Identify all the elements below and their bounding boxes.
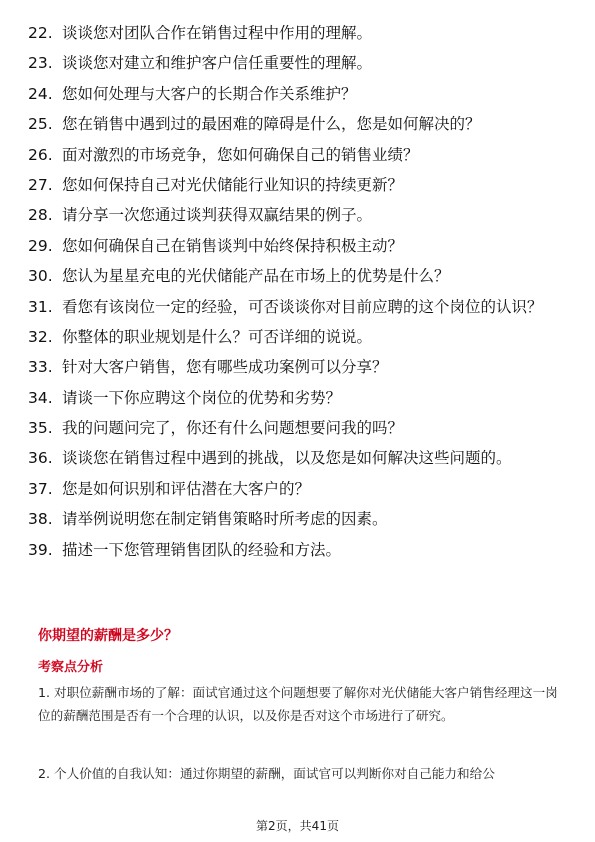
question-number: 32. — [28, 327, 53, 346]
question-text: 描述一下您管理销售团队的经验和方法。 — [62, 540, 342, 559]
question-item — [0, 296, 595, 318]
question-text: 请谈一下你应聘这个岗位的优势和劣势？ — [62, 388, 342, 407]
question-item — [0, 235, 595, 257]
question-number: 24. — [28, 84, 53, 103]
question-number: 28. — [28, 206, 53, 225]
question-item — [0, 417, 595, 439]
question-item — [0, 83, 595, 105]
analysis-paragraph: 1. 对职位薪酬市场的了解：面试官通过这个问题想要了解你对光伏储能大客户销售经理这一岗位的薪酬范围是否有一个合理的认识，以及你是否对这个市场进行了研究。 — [38, 685, 558, 723]
question-text: 看您有该岗位一定的经验，可否谈谈你对目前应聘的这个岗位的认识？ — [62, 297, 543, 316]
question-item — [0, 508, 595, 530]
question-number: 36. — [28, 449, 53, 468]
question-text: 面对激烈的市场竞争，您如何确保自己的销售业绩？ — [62, 145, 419, 164]
question-text: 请举例说明您在制定销售策略时所考虑的因素。 — [62, 510, 388, 529]
analysis-heading: 考察点分析 — [38, 660, 104, 675]
question-item — [0, 478, 595, 500]
question-item — [0, 204, 595, 226]
question-item — [0, 539, 595, 561]
question-text: 谈谈您在销售过程中遇到的挑战，以及您是如何解决这些问题的。 — [62, 449, 512, 468]
question-number: 26. — [28, 145, 53, 164]
question-number: 39. — [28, 540, 53, 559]
page-number: 第2页，共41页 — [256, 819, 339, 833]
question-item — [0, 387, 595, 409]
question-text: 您如何保持自己对光伏储能行业知识的持续更新？ — [62, 175, 404, 194]
question-text: 请分享一次您通过谈判获得双赢结果的例子。 — [62, 206, 373, 225]
question-item — [0, 447, 595, 469]
question-number: 31. — [28, 297, 53, 316]
question-text: 针对大客户销售，您有哪些成功案例可以分享？ — [62, 358, 388, 377]
question-item — [0, 113, 595, 135]
question-number: 29. — [28, 236, 53, 255]
question-item — [0, 265, 595, 287]
question-text: 谈谈您对团队合作在销售过程中作用的理解。 — [62, 24, 373, 42]
question-number: 34. — [28, 388, 53, 407]
question-text: 我的问题问完了，你还有什么问题想要问我的吗？ — [62, 419, 404, 438]
question-number: 27. — [28, 175, 53, 194]
question-text: 您认为星星充电的光伏储能产品在市场上的优势是什么？ — [62, 267, 450, 286]
question-text: 您如何处理与大客户的长期合作关系维护？ — [62, 84, 357, 103]
question-item — [0, 52, 595, 74]
question-item — [0, 22, 595, 44]
question-text: 谈谈您对建立和维护客户信任重要性的理解。 — [62, 54, 373, 73]
question-item — [0, 356, 595, 378]
question-number: 22. — [28, 24, 53, 42]
question-item — [0, 144, 595, 166]
question-text: 您在销售中遇到过的最困难的障碍是什么，您是如何解决的？ — [62, 115, 481, 134]
question-list — [0, 22, 595, 569]
question-number: 30. — [28, 267, 53, 286]
question-item — [0, 174, 595, 196]
question-number: 35. — [28, 419, 53, 438]
question-text: 您如何确保自己在销售谈判中始终保持积极主动？ — [62, 236, 404, 255]
analysis-paragraph: 2. 个人价值的自我认知：通过你期望的薪酬，面试官可以判断你对自己能力和给公 — [38, 766, 495, 781]
question-number: 37. — [28, 479, 53, 498]
question-item — [0, 326, 595, 348]
question-number: 33. — [28, 358, 53, 377]
question-text: 你整体的职业规划是什么？可否详细的说说。 — [62, 327, 373, 346]
section-heading: 你期望的薪酬是多少？ — [38, 628, 178, 644]
question-number: 38. — [28, 510, 53, 529]
question-number: 23. — [28, 54, 53, 73]
question-text: 您是如何识别和评估潜在大客户的？ — [62, 479, 311, 498]
question-number: 25. — [28, 115, 53, 134]
